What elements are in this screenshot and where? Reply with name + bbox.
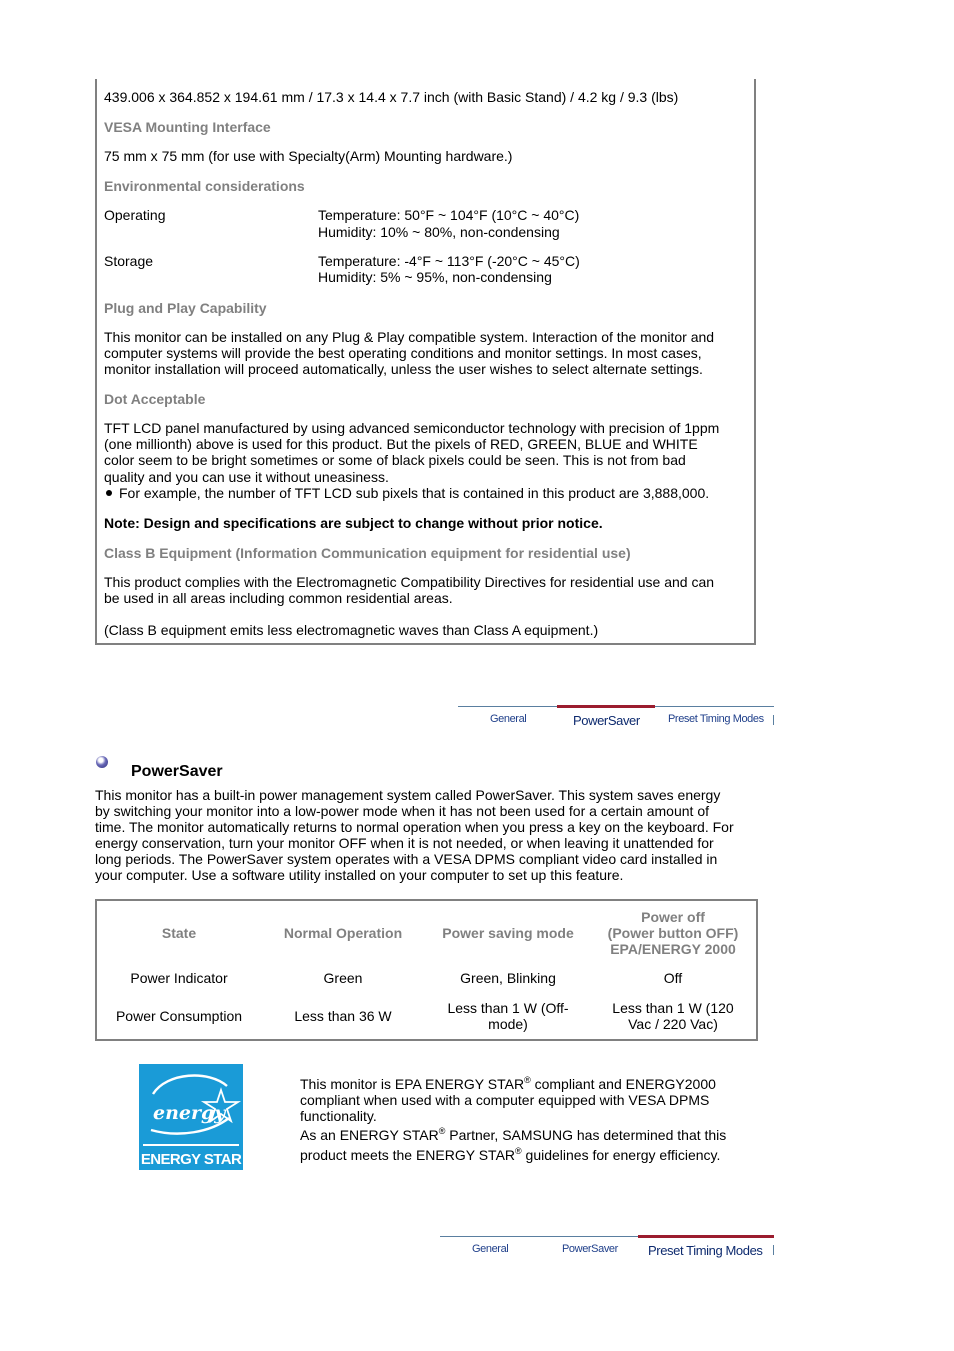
table-cell: Vac / 220 Vac)	[628, 1016, 718, 1032]
dot-line: color seem to be bright sometimes or some of black pixels could be seen. This is not from bad	[104, 452, 686, 468]
table-cell: Less than 36 W	[294, 1008, 392, 1024]
class-b-line: (Class B equipment emits less electromagnetic waves than Class A equipment.)	[104, 622, 599, 638]
environmental-heading: Environmental considerations	[104, 178, 305, 194]
tab-preset-timing-modes[interactable]: Preset Timing Modes	[648, 1243, 763, 1258]
dot-line: quality and you can use it without uneasiness.	[104, 469, 389, 485]
section-title: PowerSaver	[131, 763, 223, 780]
logo-divider	[143, 1144, 239, 1146]
storage-humidity: Humidity: 5% ~ 95%, non-condensing	[318, 269, 552, 285]
powersaver-text-line: energy conservation, turn your monitor OFF when it is not needed, or when leaving it unattended for	[95, 835, 714, 851]
pnp-line: monitor installation will proceed automatically, unless the user wishes to select alternate settings.	[104, 361, 703, 377]
energy-text-line: compliant when used with a computer equipped with VESA DPMS	[300, 1092, 710, 1108]
energy-star-icon	[139, 1064, 243, 1144]
tab-powersaver[interactable]: PowerSaver	[562, 1243, 618, 1255]
table-cell: Less than 1 W (120	[612, 1000, 734, 1016]
tab-general[interactable]: General	[472, 1243, 509, 1255]
dot-line: (one millionth) above is used for this product. But the pixels of RED, GREEN, BLUE and WHITE	[104, 436, 698, 452]
design-note: Note: Design and specifications are subject to change without prior notice.	[104, 515, 603, 531]
powersaver-text-line: long periods. The PowerSaver system operates with a VESA DPMS compliant video card installed in	[95, 851, 718, 867]
table-cell: Off	[663, 970, 683, 986]
table-cell: Power Consumption	[115, 1008, 243, 1024]
tab-powersaver[interactable]: PowerSaver	[573, 713, 640, 728]
table-cell: mode)	[488, 1016, 528, 1032]
powersaver-text-line: by switching your monitor into a low-power mode when it has not been used for a certain amount of	[95, 803, 709, 819]
operating-label: Operating	[104, 207, 166, 223]
header-power-saving-mode: Power saving mode	[442, 925, 574, 941]
energy-text-line: As an ENERGY STAR® Partner, SAMSUNG has determined that this	[300, 1126, 727, 1143]
section-nav-bottom	[440, 1236, 774, 1262]
table-cell: Green	[323, 970, 363, 986]
active-tab-indicator	[557, 705, 655, 708]
vesa-heading: VESA Mounting Interface	[104, 119, 271, 135]
dot-acceptable-heading: Dot Acceptable	[104, 391, 206, 407]
tab-separator	[773, 715, 774, 725]
bullet-icon	[106, 490, 112, 496]
operating-humidity: Humidity: 10% ~ 80%, non-condensing	[318, 224, 560, 240]
section-bullet-icon	[96, 756, 108, 768]
header-state: State	[161, 925, 197, 941]
dimensions-text: 439.006 x 364.852 x 194.61 mm / 17.3 x 14.4 x 7.7 inch (with Basic Stand) / 4.2 kg / 9.3 (lbs)	[104, 89, 679, 105]
section-nav-top	[458, 706, 774, 732]
dot-bullet-text: For example, the number of TFT LCD sub pixels that is contained in this product are 3,888,000.	[119, 485, 710, 501]
tab-preset-timing-modes[interactable]: Preset Timing Modes	[668, 713, 764, 725]
header-power-off: Power off	[641, 909, 705, 925]
pnp-line: This monitor can be installed on any Plug & Play compatible system. Interaction of the monitor and	[104, 329, 715, 345]
powersaver-text-line: time. The monitor automatically returns to normal operation when you press a key on the keyboard. For	[95, 819, 734, 835]
logo-script-text: energy	[153, 1102, 226, 1124]
plug-and-play-heading: Plug and Play Capability	[104, 300, 267, 316]
vesa-text: 75 mm x 75 mm (for use with Specialty(Arm) Mounting hardware.)	[104, 148, 513, 164]
tab-separator	[773, 1245, 774, 1255]
energy-text-line: product meets the ENERGY STAR® guidelines for energy efficiency.	[300, 1146, 721, 1163]
table-cell: Power Indicator	[130, 970, 228, 986]
table-cell: Less than 1 W (Off-	[447, 1000, 569, 1016]
powersaver-text-line: your computer. Use a software utility installed on your computer to set up this feature.	[95, 867, 624, 883]
header-power-off: (Power button OFF)	[607, 925, 739, 941]
class-b-line: This product complies with the Electromagnetic Compatibility Directives for residential use and can	[104, 574, 715, 590]
powersaver-text-line: This monitor has a built-in power management system called PowerSaver. This system saves energy	[95, 787, 721, 803]
logo-label: ENERGY STAR	[140, 1151, 242, 1168]
storage-label: Storage	[104, 253, 154, 269]
class-b-line: be used in all areas including common residential areas.	[104, 590, 453, 606]
class-b-heading: Class B Equipment (Information Communication equipment for residential use)	[104, 545, 631, 561]
pnp-line: computer systems will provide the best operating conditions and monitor settings. In most cases,	[104, 345, 702, 361]
dot-line: TFT LCD panel manufactured by using advanced semiconductor technology with precision of 1ppm	[104, 420, 720, 436]
energy-star-logo	[139, 1064, 243, 1170]
table-cell: Green, Blinking	[460, 970, 556, 986]
energy-text-line: This monitor is EPA ENERGY STAR® compliant and ENERGY2000	[300, 1075, 716, 1092]
operating-temperature: Temperature: 50°F ~ 104°F (10°C ~ 40°C)	[318, 207, 580, 223]
header-power-off: EPA/ENERGY 2000	[610, 941, 736, 957]
header-normal-operation: Normal Operation	[283, 925, 403, 941]
active-tab-indicator	[638, 1235, 774, 1238]
tab-general[interactable]: General	[490, 713, 527, 725]
energy-text-line: functionality.	[300, 1108, 377, 1124]
storage-temperature: Temperature: -4°F ~ 113°F (-20°C ~ 45°C)	[318, 253, 580, 269]
